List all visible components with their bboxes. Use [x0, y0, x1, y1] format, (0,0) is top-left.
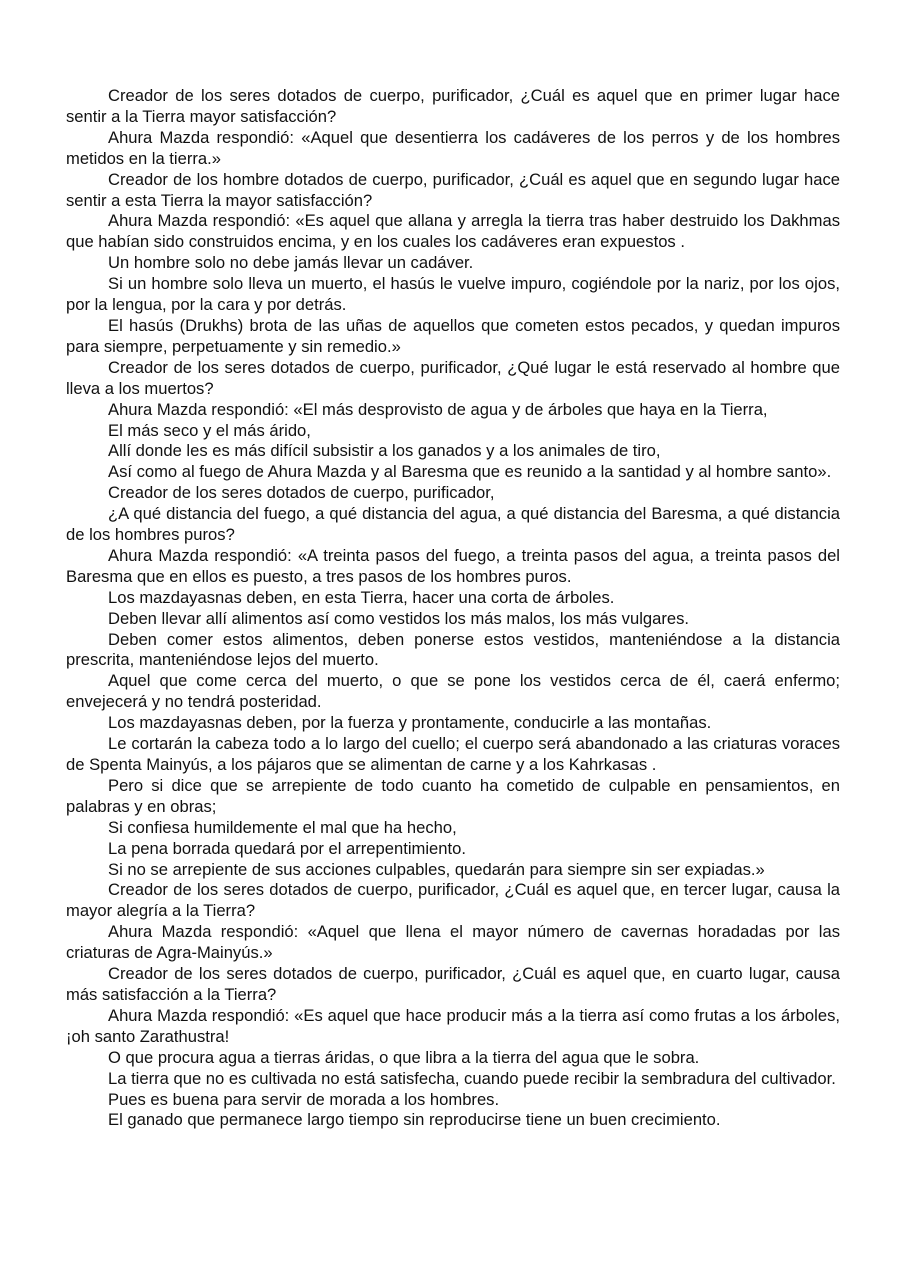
paragraph: Le cortarán la cabeza todo a lo largo del cuello; el cuerpo será abandonado a las criaturas voraces de Spenta Mainyús, a los pájaros que se alimentan de carne y a los Kahrkasas . [66, 734, 840, 774]
paragraph: Los mazdayasnas deben, en esta Tierra, hacer una corta de árboles. [108, 587, 615, 607]
paragraph: Ahura Mazda respondió: «Es aquel que allana y arregla la tierra tras haber destruido los Dakhmas que habían sido construidos encima, y en los cuales los cadáveres eran expuestos . [66, 211, 840, 252]
paragraph: El ganado que permanece largo tiempo sin reproducirse tiene un buen crecimiento. [108, 1110, 721, 1130]
paragraph: Un hombre solo no debe jamás llevar un cadáver. [108, 253, 474, 273]
paragraph: Ahura Mazda respondió: «A treinta pasos del fuego, a treinta pasos del agua, a treinta pasos del Baresma que en ellos es puesto, a tres pasos de los hombres puros. [66, 545, 840, 586]
paragraph: Si confiesa humildemente el mal que ha hecho, [108, 817, 457, 837]
paragraph: Aquel que come cerca del muerto, o que se pone los vestidos cerca de él, caerá enfermo; envejecerá y no tendrá posteridad. [66, 671, 840, 712]
paragraph: Los mazdayasnas deben, por la fuerza y prontamente, conducirle a las montañas. [108, 713, 712, 733]
paragraph: ¿A qué distancia del fuego, a qué distancia del agua, a qué distancia del Baresma, a qué distancia de los hombres puros? [66, 504, 840, 545]
paragraph: La tierra que no es cultivada no está satisfecha, cuando puede recibir la sembradura del cultivador. [108, 1068, 836, 1088]
paragraph: Creador de los seres dotados de cuerpo, purificador, [108, 483, 495, 503]
paragraph: Ahura Mazda respondió: «El más desprovisto de agua y de árboles que haya en la Tierra, [108, 399, 768, 419]
paragraph: Pero si dice que se arrepiente de todo cuanto ha cometido de culpable en pensamientos, en palabras y en obras; [66, 775, 840, 816]
paragraph: O que procura agua a tierras áridas, o que libra a la tierra del agua que le sobra. [108, 1047, 700, 1067]
paragraph: La pena borrada quedará por el arrepentimiento. [108, 838, 466, 858]
paragraph: Creador de los seres dotados de cuerpo, purificador, ¿Qué lugar le está reservado al hombre que lleva a los muertos? [66, 357, 840, 398]
paragraph: Así como al fuego de Ahura Mazda y al Baresma que es reunido a la santidad y al hombre santo». [108, 462, 832, 482]
paragraph: Ahura Mazda respondió: «Aquel que desentierra los cadáveres de los perros y de los hombres metidos en la tierra.» [66, 127, 840, 168]
paragraph: Pues es buena para servir de morada a los hombres. [108, 1089, 500, 1109]
paragraph: El hasús (Drukhs) brota de las uñas de aquellos que cometen estos pecados, y quedan impuros para siempre, perpetuamente y sin remedio.» [66, 315, 840, 356]
paragraph: Si no se arrepiente de sus acciones culpables, quedarán para siempre sin ser expiadas.» [108, 859, 765, 879]
paragraph: Creador de los seres dotados de cuerpo, purificador, ¿Cuál es aquel que, en cuarto lugar, causa más satisfacción a la Tierra? [66, 964, 840, 1004]
paragraph: Ahura Mazda respondió: «Es aquel que hace producir más a la tierra así como frutas a los árboles, ¡oh santo Zarathustra! [66, 1005, 840, 1046]
body-text [66, 86, 840, 1131]
paragraph: Creador de los seres dotados de cuerpo, purificador, ¿Cuál es aquel que, en tercer lugar, causa la mayor alegría a la Tierra? [66, 880, 840, 921]
paragraph: Creador de los seres dotados de cuerpo, purificador, ¿Cuál es aquel que en primer lugar hace sentir a la Tierra mayor satisfacción? [66, 86, 840, 126]
paragraph: Ahura Mazda respondió: «Aquel que llena el mayor número de cavernas horadadas por las criaturas de Agra-Mainyús.» [66, 922, 840, 963]
paragraph: Si un hombre solo lleva un muerto, el hasús le vuelve impuro, cogiéndole por la nariz, por los ojos, por la lengua, por la cara y por detrás. [66, 274, 840, 315]
paragraph: Creador de los hombre dotados de cuerpo, purificador, ¿Cuál es aquel que en segundo lugar hace sentir a esta Tierra la mayor satisfacción? [66, 169, 840, 210]
paragraph: Allí donde les es más difícil subsistir a los ganados y a los animales de tiro, [108, 441, 661, 461]
paragraph: El más seco y el más árido, [108, 420, 311, 440]
paragraph: Deben comer estos alimentos, deben ponerse estos vestidos, manteniéndose a la distancia prescrita, manteniéndose lejos del muerto. [66, 629, 840, 670]
paragraph: Deben llevar allí alimentos así como vestidos los más malos, los más vulgares. [108, 608, 690, 628]
